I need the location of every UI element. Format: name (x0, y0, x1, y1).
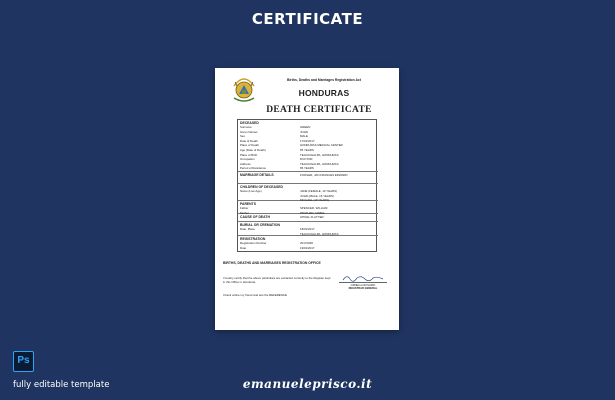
check-online-text: Check online my friend and test the REFERENCE (223, 293, 287, 297)
page-title: CERTIFICATE (251, 10, 364, 28)
table-section (238, 172, 378, 184)
row-value: JOHN (MALE, 15 YEARS) (300, 193, 334, 198)
row-label: Mother (240, 210, 249, 215)
section-heading: DECEASED (240, 121, 259, 125)
row-value: ATRIAL FLUTTER (300, 215, 324, 219)
row-value: TEGUCIGALPA, HONDURAS (300, 161, 339, 166)
office-name: BIRTHS, DEATHS AND MARRIAGES REGISTRATION OFFICE (223, 261, 321, 265)
row-value: 65 YEARS (300, 148, 314, 152)
certification-text: I hereby certify that the above particulars are extracted correctly to the Register kept in this Office in Honduras. (223, 276, 331, 284)
country-name: HONDURAS (298, 88, 350, 98)
row-label: Period of Residence (240, 166, 267, 171)
row-label: Given Names (240, 129, 258, 134)
table-row (240, 215, 376, 220)
table-section (238, 201, 378, 214)
row-value: MICHAEL (18 YEARS) (300, 198, 330, 203)
signature-line (339, 282, 387, 283)
table-row (240, 166, 376, 171)
certificate-title: DEATH CERTIFICATE (266, 105, 372, 115)
row-value: JANE (FEMALE, 10 YEARS) (300, 189, 338, 193)
row-value: FOWLER, JAN FRANCES EDWARD (300, 173, 348, 177)
row-value: PRATHER, MABEL (300, 210, 326, 215)
row-label: Date (240, 245, 247, 250)
row-value: SPENCER, WILLIAM (300, 206, 328, 210)
row-value: 18/01/2017 (300, 227, 315, 231)
section-heading: CHILDREN OF DECEASED (240, 185, 283, 189)
row-value: 20172048 (300, 241, 313, 245)
registrar-name: ORNELLA ROSARIO (350, 284, 376, 287)
table-row (240, 246, 376, 251)
row-label: Occupation (240, 157, 255, 162)
row-label: Registration Number (240, 241, 267, 245)
certificate-document (215, 68, 399, 330)
row-value: 65 YEARS (300, 166, 314, 171)
row-label: Date of Death (240, 138, 258, 143)
row-label: Father (240, 206, 249, 210)
row-value: JOHN (300, 129, 308, 134)
row-value: DOCTOR (300, 157, 313, 162)
coat-of-arms-icon (231, 74, 257, 104)
website-link[interactable]: emanueleprisco.it (242, 377, 373, 391)
row-value: HONDURAS MEDICAL CENTER (300, 143, 343, 148)
section-heading: BURIAL OR CREMATION (240, 223, 280, 227)
section-heading: MARRIAGE DETAILS (240, 173, 274, 177)
row-label: Place of Death (240, 143, 259, 148)
details-table (237, 119, 377, 252)
table-section (238, 184, 378, 201)
row-value: TEGUCIGALPA, HONDURAS (300, 231, 339, 236)
section-heading: CAUSE OF DEATH (240, 215, 270, 219)
row-label: Address (240, 161, 251, 166)
row-value: 19/01/2017 (300, 245, 315, 250)
registrar-block (335, 284, 391, 290)
photoshop-icon: Ps (13, 351, 34, 372)
row-label: Place of Birth (240, 152, 258, 157)
row-label: Age (Date of Death) (240, 148, 266, 152)
row-label: Surname (240, 125, 252, 129)
row-label: Date, Place (240, 227, 255, 231)
template-label: fully editable template (13, 380, 110, 390)
registrar-title: REGISTRAR GENERAL (348, 287, 378, 291)
table-row (240, 173, 376, 178)
table-section (238, 120, 378, 172)
row-value: GREEN (300, 125, 311, 129)
table-section (238, 214, 378, 222)
act-title: Births, Deaths and Marriages Registration Act (287, 78, 361, 82)
table-section (238, 222, 378, 236)
row-label: Sex (240, 134, 245, 139)
row-value: 17/01/2017 (300, 138, 315, 143)
row-value: MALE (300, 134, 308, 139)
table-section (238, 236, 378, 253)
section-heading: PARENTS (240, 202, 256, 206)
row-label: Name (Live Age) (240, 189, 262, 193)
row-value: TEGUCIGALPA, HONDURAS (300, 152, 339, 157)
section-heading: REGISTRATION (240, 237, 266, 241)
